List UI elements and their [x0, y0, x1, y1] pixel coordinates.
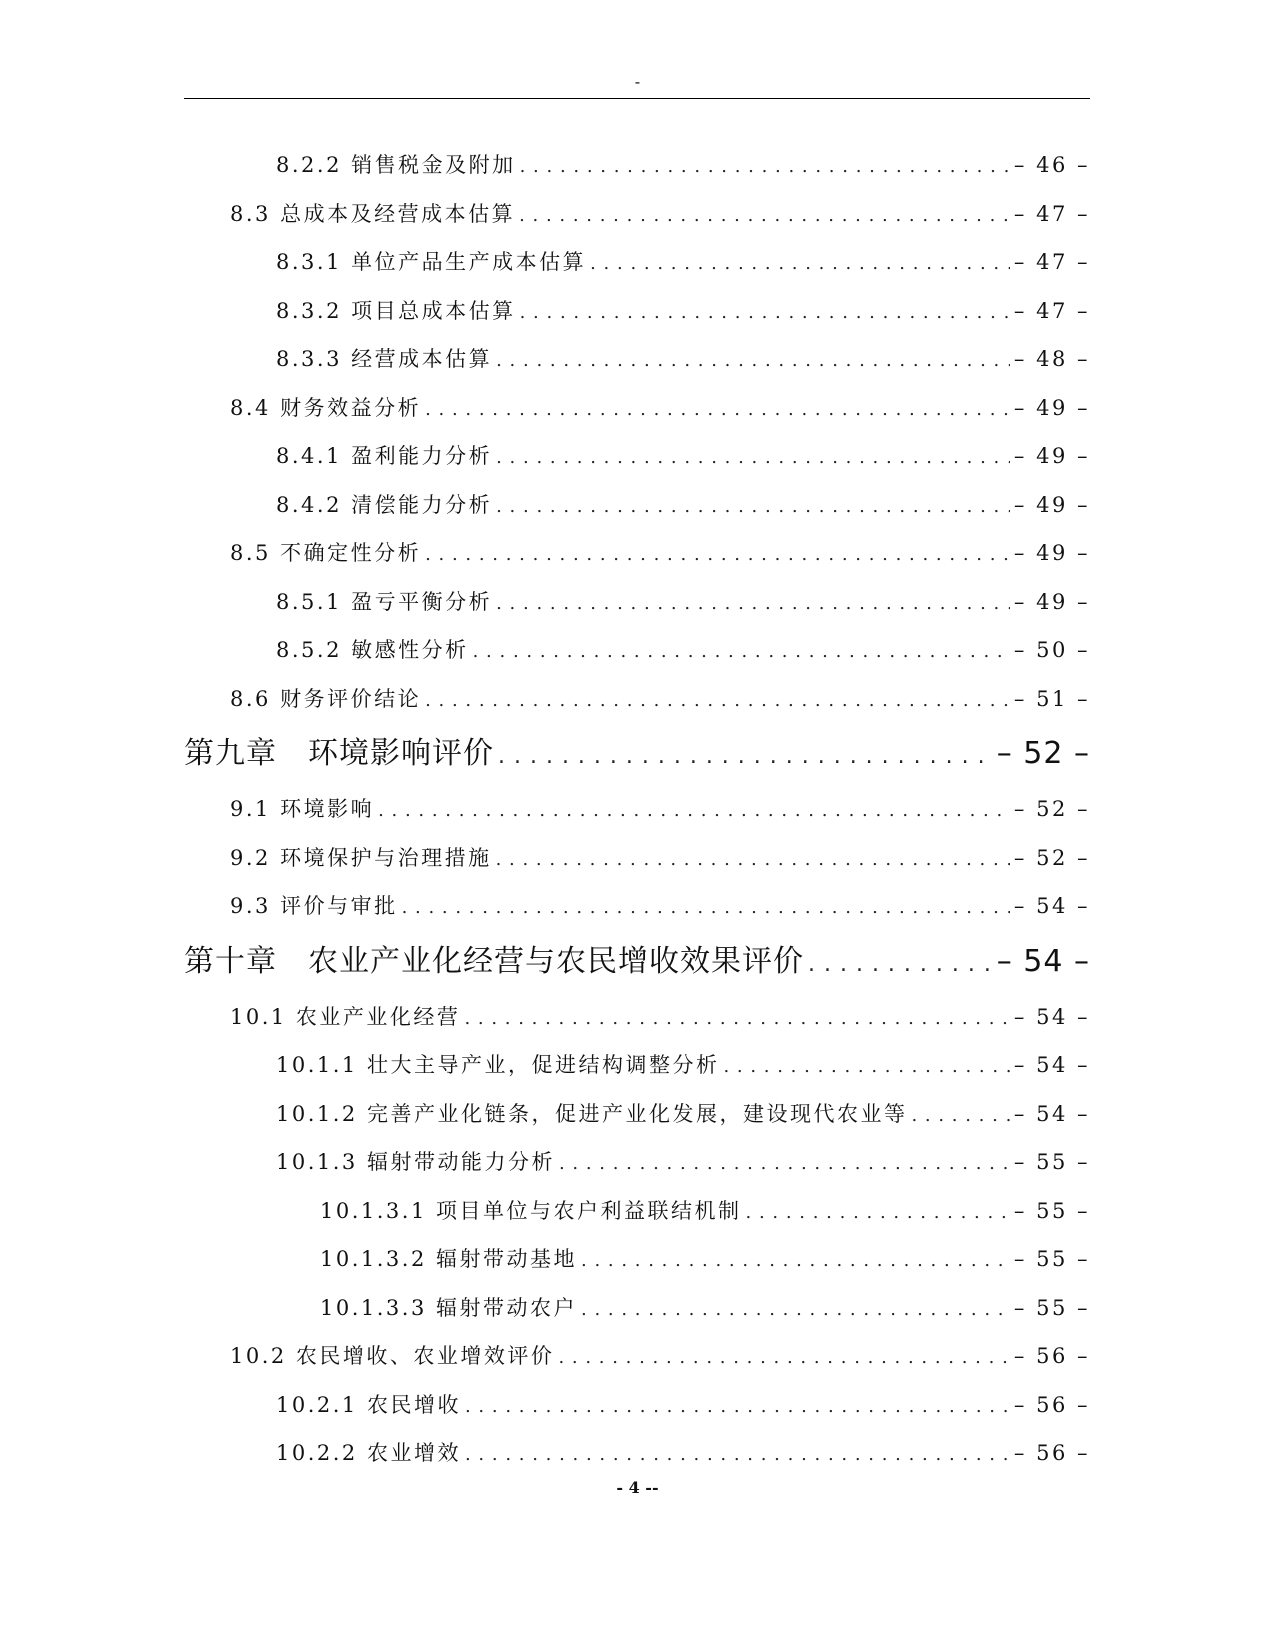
- toc-entry-title: 9.1 环境影响: [230, 797, 375, 821]
- toc-entry-page: – 49 –: [1013, 589, 1090, 614]
- toc-entry-title: 8.5 不确定性分析: [230, 541, 422, 565]
- toc-entry-title: 8.5.2 敏感性分析: [276, 638, 469, 662]
- toc-chapter-entry[interactable]: [0, 931, 1275, 993]
- toc-entry-page: – 50 –: [1013, 638, 1090, 662]
- table-of-contents: [0, 141, 1275, 1478]
- toc-entry-page: – 47 –: [1013, 201, 1090, 226]
- toc-entry[interactable]: [0, 529, 1275, 578]
- toc-entry-page: – 54 –: [1013, 1101, 1090, 1126]
- toc-entry[interactable]: [0, 287, 1275, 336]
- toc-entry[interactable]: [0, 481, 1275, 530]
- toc-entry-page: – 54 –: [1013, 1004, 1090, 1029]
- toc-entry-title: 10.1.3.3 辐射带动农户: [320, 1295, 578, 1320]
- toc-leader-dots: [581, 1286, 1010, 1335]
- toc-entry[interactable]: [0, 1381, 1275, 1430]
- toc-entry-page: – 52 –: [1013, 845, 1090, 870]
- toc-entry-title: 10.2.1 农民增收: [276, 1392, 461, 1417]
- toc-entry-title: 8.2.2 销售税金及附加: [276, 153, 516, 177]
- toc-entry-title: 8.4.2 清偿能力分析: [276, 492, 493, 517]
- toc-entry-page: – 49 –: [1013, 395, 1090, 420]
- toc-leader-dots: [558, 1334, 1009, 1383]
- toc-entry[interactable]: [0, 1041, 1275, 1090]
- toc-entry-page: – 56 –: [1013, 1344, 1090, 1368]
- toc-entry[interactable]: [0, 834, 1275, 883]
- toc-leader-dots: [808, 934, 993, 996]
- toc-leader-dots: [559, 1140, 1010, 1189]
- toc-entry[interactable]: [0, 993, 1275, 1042]
- toc-entry[interactable]: [0, 432, 1275, 481]
- toc-entry-page: – 49 –: [1013, 444, 1090, 468]
- toc-leader-dots: [519, 192, 1010, 241]
- toc-entry[interactable]: [0, 578, 1275, 627]
- toc-entry-title: 10.1.3 辐射带动能力分析: [276, 1150, 555, 1174]
- toc-entry-title: 第九章 环境影响评价: [184, 736, 494, 771]
- toc-entry[interactable]: [0, 1090, 1275, 1139]
- toc-entry-title: 8.3 总成本及经营成本估算: [230, 201, 516, 226]
- toc-entry-title: 8.5.1 盈亏平衡分析: [276, 589, 493, 614]
- toc-entry-page: – 52 –: [1013, 797, 1090, 821]
- toc-entry-title: 10.2 农民增收、农业增效评价: [230, 1344, 555, 1368]
- toc-entry[interactable]: [0, 1284, 1275, 1333]
- page-header-mark: -: [634, 72, 641, 91]
- toc-entry-title: 8.4 财务效益分析: [230, 395, 422, 420]
- toc-entry-title: 10.1.3.1 项目单位与农户利益联结机制: [320, 1198, 742, 1223]
- toc-entry[interactable]: [0, 1138, 1275, 1187]
- toc-entry-page: – 55 –: [1013, 1247, 1090, 1271]
- toc-entry-page: – 54 –: [996, 943, 1090, 979]
- header-rule: [184, 98, 1090, 99]
- toc-entry-title: 8.6 财务评价结论: [230, 686, 422, 711]
- toc-entry-title: 9.3 评价与审批: [230, 894, 398, 918]
- toc-leader-dots: [465, 1383, 1010, 1432]
- toc-leader-dots: [425, 677, 1010, 726]
- toc-entry-page: – 51 –: [1013, 686, 1090, 711]
- toc-entry[interactable]: [0, 1332, 1275, 1381]
- toc-entry[interactable]: [0, 1429, 1275, 1478]
- toc-entry-page: – 49 –: [1013, 492, 1090, 517]
- toc-leader-dots: [911, 1092, 1009, 1141]
- toc-entry[interactable]: [0, 1187, 1275, 1236]
- toc-leader-dots: [723, 1043, 1009, 1092]
- toc-entry-page: – 55 –: [1013, 1295, 1090, 1320]
- toc-leader-dots: [590, 240, 1010, 289]
- toc-entry-title: 第十章 农业产业化经营与农民增收效果评价: [184, 943, 804, 979]
- toc-entry[interactable]: [0, 384, 1275, 433]
- toc-entry[interactable]: [0, 141, 1275, 190]
- toc-entry[interactable]: [0, 882, 1275, 931]
- toc-leader-dots: [464, 995, 1009, 1044]
- toc-entry[interactable]: [0, 1235, 1275, 1284]
- toc-entry-title: 9.2 环境保护与治理措施: [230, 845, 492, 870]
- toc-entry-page: – 47 –: [1013, 298, 1090, 323]
- toc-leader-dots: [402, 884, 1010, 933]
- toc-entry-page: – 49 –: [1013, 541, 1090, 565]
- toc-entry-page: – 56 –: [1013, 1441, 1090, 1465]
- toc-entry-page: – 52 –: [996, 736, 1090, 771]
- toc-entry-page: – 48 –: [1013, 347, 1090, 371]
- toc-leader-dots: [473, 628, 1010, 677]
- toc-leader-dots: [746, 1189, 1010, 1238]
- toc-leader-dots: [378, 787, 1010, 836]
- toc-entry-title: 8.3.2 项目总成本估算: [276, 298, 516, 323]
- toc-entry-title: 8.3.3 经营成本估算: [276, 347, 493, 371]
- toc-entry-page: – 54 –: [1013, 894, 1090, 918]
- toc-leader-dots: [425, 386, 1010, 435]
- toc-entry-title: 10.1 农业产业化经营: [230, 1004, 461, 1029]
- toc-entry-title: 10.2.2 农业增效: [276, 1441, 461, 1465]
- toc-entry[interactable]: [0, 785, 1275, 834]
- toc-entry-page: – 55 –: [1013, 1150, 1090, 1174]
- toc-entry[interactable]: [0, 190, 1275, 239]
- toc-leader-dots: [496, 434, 1010, 483]
- toc-leader-dots: [496, 836, 1010, 885]
- toc-leader-dots: [520, 143, 1010, 192]
- toc-entry[interactable]: [0, 675, 1275, 724]
- toc-leader-dots: [581, 1237, 1010, 1286]
- toc-entry-page: – 55 –: [1013, 1198, 1090, 1223]
- toc-entry[interactable]: [0, 335, 1275, 384]
- page-number: - 4 --: [616, 1478, 659, 1497]
- toc-leader-dots: [425, 531, 1010, 580]
- toc-leader-dots: [496, 483, 1010, 532]
- toc-entry-title: 10.1.3.2 辐射带动基地: [320, 1247, 578, 1271]
- toc-entry-page: – 47 –: [1013, 250, 1090, 274]
- toc-entry-title: 10.1.1 壮大主导产业，促进结构调整分析: [276, 1053, 720, 1077]
- toc-entry[interactable]: [0, 238, 1275, 287]
- toc-leader-dots: [498, 726, 993, 788]
- toc-entry-page: – 46 –: [1013, 153, 1090, 177]
- toc-entry-title: 8.4.1 盈利能力分析: [276, 444, 493, 468]
- toc-chapter-entry[interactable]: [0, 723, 1275, 785]
- toc-leader-dots: [496, 337, 1010, 386]
- toc-leader-dots: [496, 580, 1010, 629]
- toc-entry-title: 10.1.2 完善产业化链条，促进产业化发展，建设现代农业等: [276, 1101, 908, 1126]
- toc-entry-title: 8.3.1 单位产品生产成本估算: [276, 250, 587, 274]
- toc-entry-page: – 56 –: [1013, 1392, 1090, 1417]
- toc-leader-dots: [465, 1431, 1010, 1480]
- toc-entry[interactable]: [0, 626, 1275, 675]
- toc-entry-page: – 54 –: [1013, 1053, 1090, 1077]
- toc-leader-dots: [520, 289, 1010, 338]
